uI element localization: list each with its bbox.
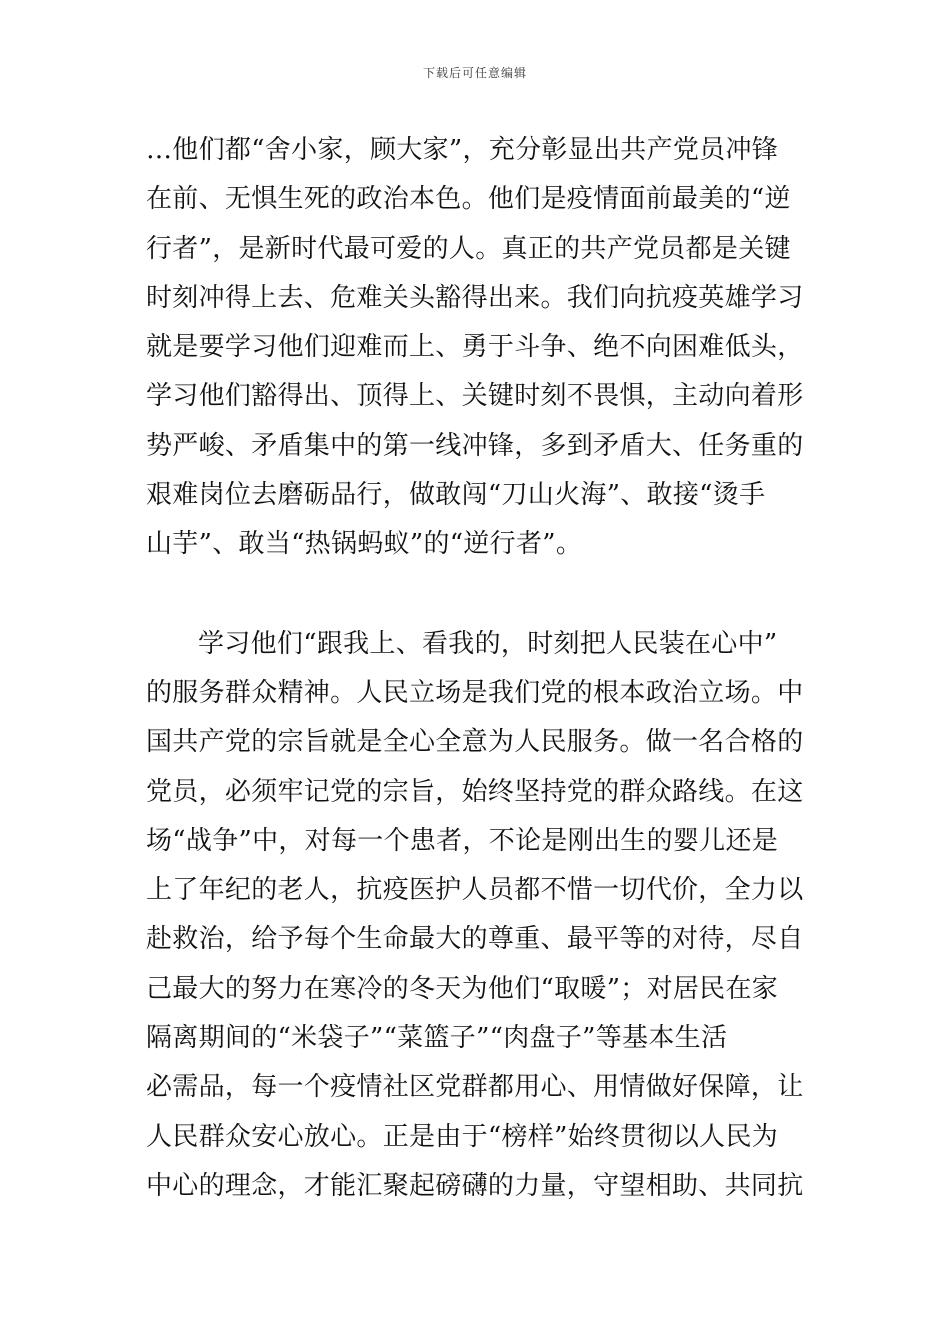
- text-line: 己最大的努力在寒冷的冬天为他们“取暖”；对居民在家: [146, 973, 779, 1004]
- paragraph-2: [146, 620, 806, 1212]
- text-line: 必需品，每一个疫情社区党群都用心、用情做好保障，让: [146, 1072, 804, 1103]
- text-line: 学习他们豁得出、顶得上、关键时刻不畏惧，主动向着形: [146, 381, 804, 412]
- text-line: 场“战争”中，对每一个患者，不论是刚出生的婴儿还是: [146, 825, 779, 856]
- text-line-indented: 学习他们“跟我上、看我的，时刻把人民装在心中”: [198, 628, 778, 659]
- text-line: 隔离期间的“米袋子”“菜篮子”“肉盘子”等基本生活: [146, 1023, 728, 1054]
- text-line: 山芋”、敢当“热锅蚂蚁”的“逆行者”。: [146, 529, 583, 560]
- text-line: 时刻冲得上去、危难关头豁得出来。我们向抗疫英雄学习: [146, 282, 804, 313]
- paragraph-1: [146, 126, 806, 570]
- text-line: …他们都“舍小家，顾大家”，充分彰显出共产党员冲锋: [146, 135, 779, 165]
- page-header: 下载后可任意编辑: [422, 66, 527, 80]
- text-line: 就是要学习他们迎难而上、勇于斗争、绝不向困难低头，: [146, 332, 804, 363]
- text-line: 赴救治，给予每个生命最大的尊重、最平等的对待，尽自: [146, 924, 804, 955]
- text-line: 上了年纪的老人，抗疫医护人员都不惜一切代价，全力以: [146, 875, 804, 906]
- document-body: [146, 126, 806, 1211]
- paragraph-spacer: [146, 570, 806, 620]
- text-line: 人民群众安心放心。正是由于“榜样”始终贯彻以人民为: [146, 1121, 779, 1152]
- text-line: 国共产党的宗旨就是全心全意为人民服务。做一名合格的: [146, 727, 804, 758]
- text-line: 党员，必须牢记党的宗旨，始终坚持党的群众路线。在这: [146, 776, 804, 807]
- text-line: 中心的理念，才能汇聚起磅礴的力量，守望相助、共同抗: [146, 1170, 804, 1201]
- text-line: 艰难岗位去磨砺品行，做敢闯“刀山火海”、敢接“烫手: [146, 480, 766, 511]
- text-line: 行者”，是新时代最可爱的人。真正的共产党员都是关键: [146, 233, 791, 264]
- text-line: 势严峻、矛盾集中的第一线冲锋，多到矛盾大、任务重的: [146, 430, 804, 461]
- text-line: 在前、无惧生死的政治本色。他们是疫情面前最美的“逆: [146, 184, 791, 215]
- text-line: 的服务群众精神。人民立场是我们党的根本政治立场。中: [146, 677, 804, 708]
